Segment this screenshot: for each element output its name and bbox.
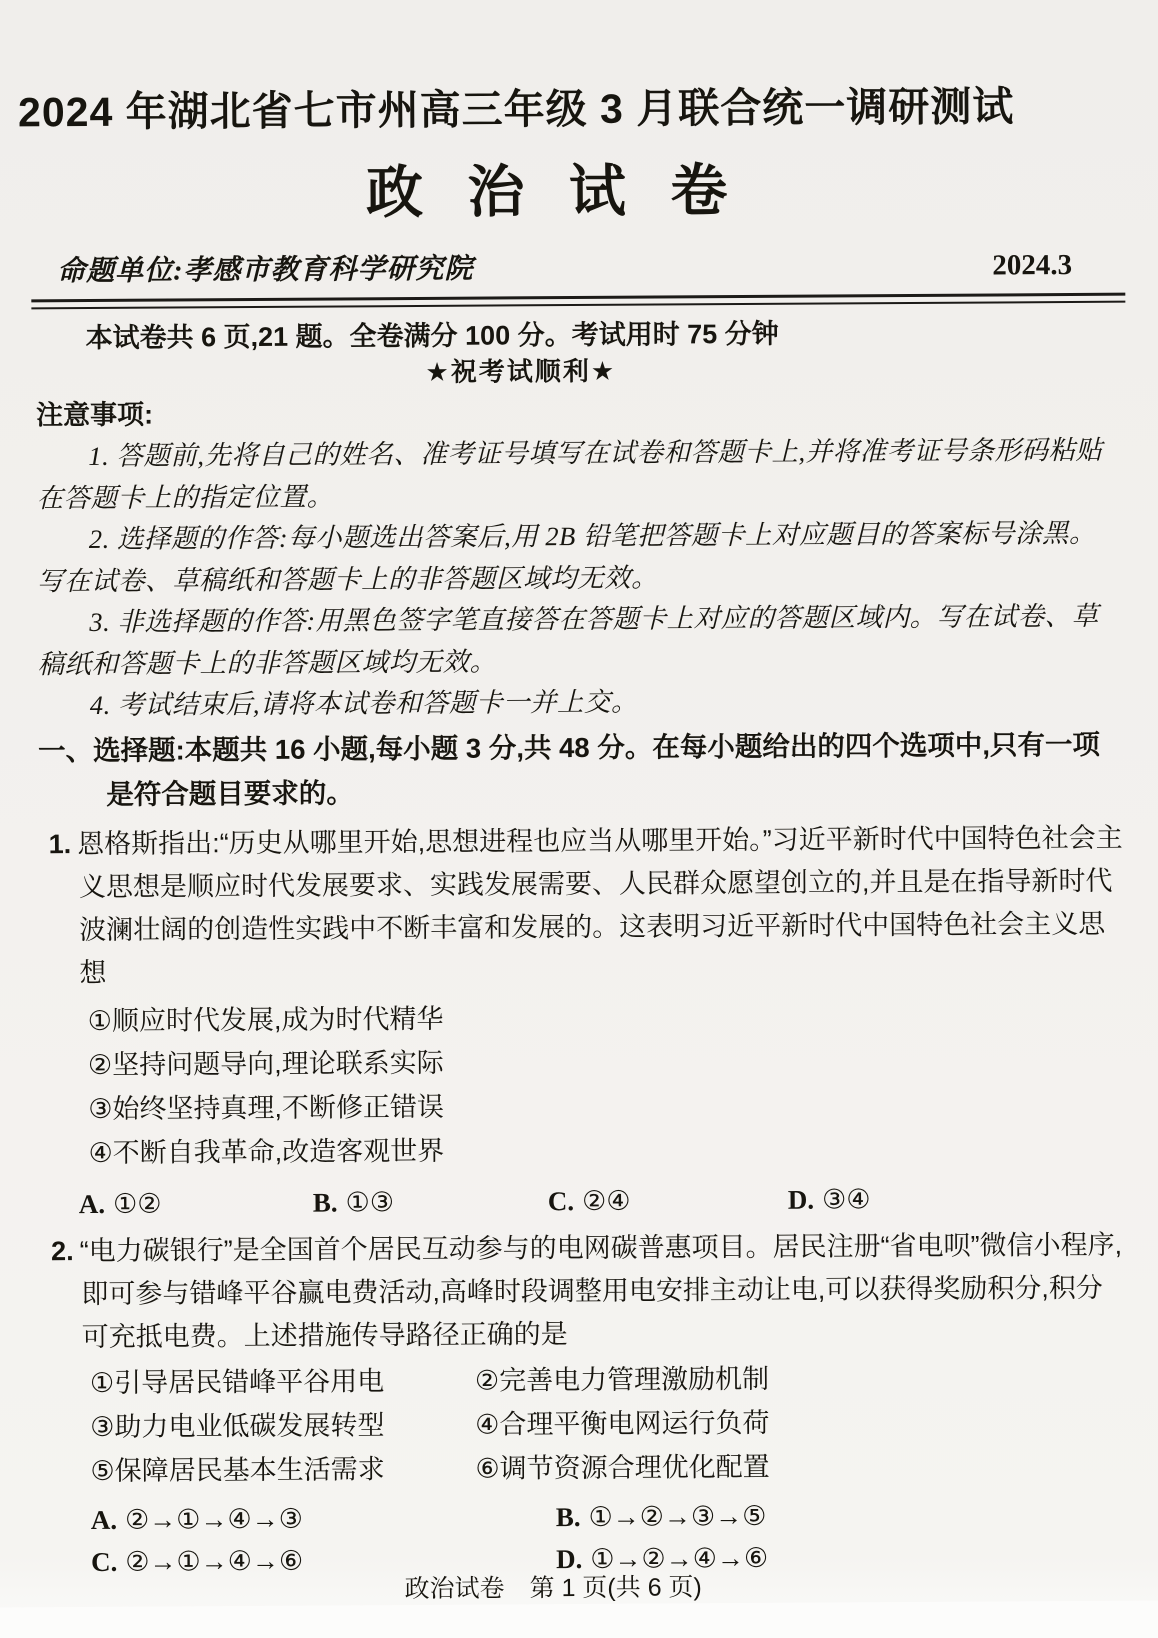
question-1-stem-line — [49, 817, 1126, 996]
header-meta-row — [57, 243, 1072, 289]
multiple-choice-section — [38, 723, 1129, 1584]
choice-d: D. ③④ — [787, 1184, 871, 1215]
exam-info-line: 本试卷共 6 页,21 题。全卷满分 100 分。考试用时 75 分钟 — [85, 318, 779, 354]
scan-bottom-edge — [0, 1600, 1158, 1638]
notices-section — [36, 387, 1122, 727]
statement-4: ④合理平衡电网运行负荷 — [475, 1407, 770, 1440]
choice-b: B. ①→②→③→⑤ — [555, 1500, 767, 1533]
question-2-stem-line — [51, 1224, 1128, 1360]
statement-1: ①引导居民错峰平谷用电 — [89, 1366, 385, 1398]
question-1-stem: 恩格斯指出:“历史从哪里开始,思想进程也应当从哪里开始。”习近平新时代中国特色社会主义思想是顺应时代发展要求、实践发展需要、人民群众愿望创立的,并且是在指导新时代波澜壮阔的创造性实践中不断丰富和发展的。这表明习近平新时代中国特色社会主义思想 — [77, 822, 1123, 989]
notice-item-2: 2. 选择题的作答:每小题选出答案后,用 2B 铅笔把答题卡上对应题目的答案标号涂黑。写在试卷、草稿纸和答题卡上的非答题区域均无效。 — [36, 517, 1096, 596]
question-1-number: 1. — [48, 829, 72, 860]
page-footer: 政治试卷 第 1 页(共 6 页) — [404, 1573, 702, 1604]
exam-title: 2024 年湖北省七市州高三年级 3 月联合统一调研测试 — [17, 83, 1015, 136]
statement-3: ③始终坚持真理,不断修正错误 — [88, 1091, 445, 1125]
question-1-statements — [88, 993, 1127, 1175]
choice-c: C. ②④ — [547, 1185, 631, 1217]
question-1-choices — [79, 1177, 1127, 1226]
question-2-statements — [90, 1355, 1129, 1493]
choice-c: C. ②→①→④→⑥ — [90, 1545, 304, 1577]
statement-5: ⑤保障居民基本生活需求 — [90, 1454, 385, 1486]
section-one-heading: 一、选择题:本题共 16 小题,每小题 3 分,共 48 分。在每小题给出的四个选项中,只有一项是符合题目要求的。 — [37, 728, 1101, 810]
question-2 — [41, 1224, 1129, 1584]
issuer-label: 命题单位:孝感市教育科学研究院 — [57, 253, 474, 288]
exam-wish-line: ★祝考试顺利★ — [425, 355, 617, 387]
notice-item-4: 4. 考试结束后,请将本试卷和答题卡一并上交。 — [89, 686, 639, 720]
statement-2: ②完善电力管理激励机制 — [474, 1363, 770, 1396]
statement-6: ⑥调节资源合理优化配置 — [475, 1451, 770, 1484]
question-1 — [39, 817, 1127, 1227]
choice-d: D. ①→②→④→⑥ — [555, 1542, 769, 1575]
notices-heading: 注意事项: — [35, 399, 154, 431]
statement-4: ④不断自我革命,改造客观世界 — [88, 1135, 445, 1169]
exam-date: 2024.3 — [992, 248, 1073, 282]
subject-title: 政治试卷 — [365, 158, 773, 226]
subject-row — [0, 142, 1155, 231]
choice-a: A. ①② — [78, 1188, 162, 1220]
statement-1: ①顺应时代发展,成为时代精华 — [87, 1003, 444, 1037]
notice-item-3: 3. 非选择题的作答:用黑色签字笔直接答在答题卡上对应的答题区域内。写在试卷、草稿纸和答题卡上的非答题区域均无效。 — [37, 600, 1099, 679]
question-2-stem: “电力碳银行”是全国首个居民互动参与的电网碳普惠项目。居民注册“省电呗”微信小程序,即可参与错峰平谷赢电费活动,高峰时段调整用电安排主动让电,可以获得奖励积分,积分可充抵电费。上述措施传导路径正确的是 — [79, 1229, 1123, 1353]
statement-2: ②坚持问题导向,理论联系实际 — [87, 1047, 444, 1081]
choice-b: B. ①③ — [312, 1187, 395, 1218]
statement-3: ③助力电业低碳发展转型 — [90, 1410, 385, 1442]
question-2-number: 2. — [51, 1236, 74, 1267]
notice-item-1: 1. 答题前,先将自己的姓名、准考证号填写在试卷和答题卡上,并将准考证号条形码粘贴在答题卡上的指定位置。 — [36, 434, 1103, 513]
double-rule-divider — [31, 293, 1125, 310]
choice-a: A. ②→①→④→③ — [90, 1503, 303, 1535]
